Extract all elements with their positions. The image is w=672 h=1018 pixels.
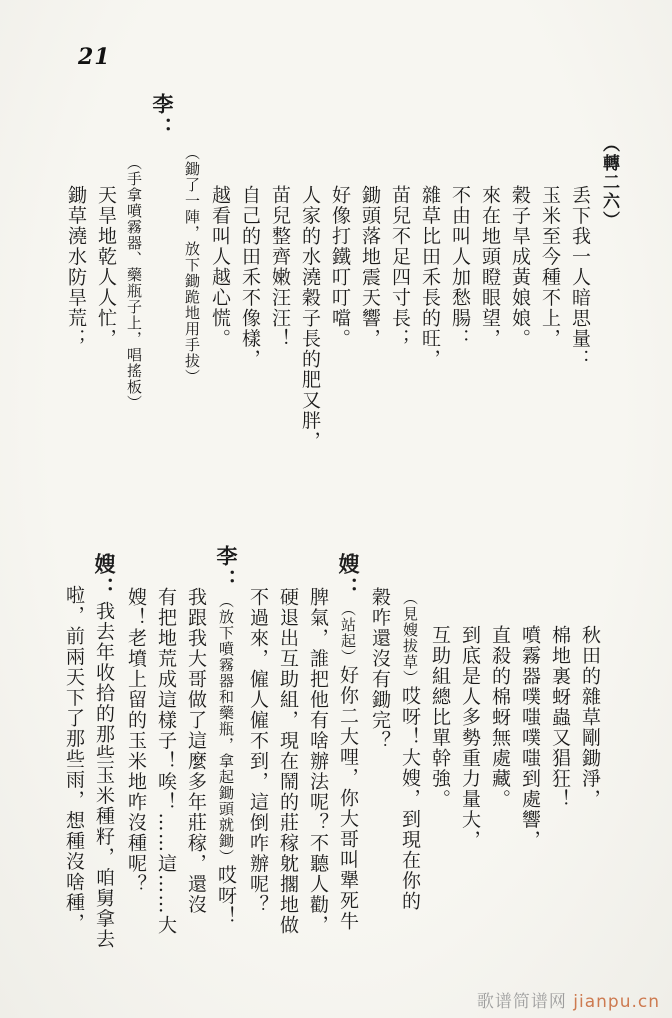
speaker-column-li (152, 90, 173, 540)
dialogue-column: 啦，前兩天下了那些雨，想種沒啥種， (63, 585, 85, 934)
speaker-label-sao: 嫂： (336, 553, 361, 601)
dialogue-text: 哎呀！大嫂，到現在你的 (399, 686, 421, 912)
lyric-column: 天旱地乾人人忙， (95, 185, 117, 349)
lyric-column: 玉米至今種不上， (539, 185, 561, 349)
lyric-column: 棉地裏蚜蟲又猖狂！ (549, 625, 571, 810)
lyric-column: 越看叫人越心慌。 (209, 185, 231, 349)
tune-marker: （轉二六） (599, 135, 619, 230)
stage-direction-column: （手拿噴霧器、藥瓶子上，唱搖板） (125, 155, 143, 411)
dialogue-text: 我去年收拾的那些玉米種籽，咱舅拿去 (93, 601, 115, 950)
stage-direction-column: （鋤了一陣，放下鋤跪地用手拔） (183, 145, 201, 385)
stage-direction-inline: （放下噴霧器和藥瓶，拿起鋤頭就鋤） (217, 593, 235, 865)
lyric-column: 苗兒不足四寸長； (389, 185, 411, 349)
dialogue-column: 有把地荒成這樣子！唉！……這……大 (155, 587, 177, 936)
lyric-column: 人家的水澆穀子長的肥又胖， (299, 185, 321, 452)
watermark-site-url: jianpu.cn (573, 992, 660, 1012)
lyric-column: 鋤草澆水防旱荒； (65, 185, 87, 349)
page-number: 21 (78, 44, 111, 70)
stage-direction-inline: （見嫂拔草） (401, 590, 419, 686)
lyric-column: 好像打鐵叮叮噹。 (329, 185, 351, 349)
dialogue-column: 嫂！老墳上留的玉米地咋沒種呢？ (125, 587, 147, 895)
lyric-column: 噴霧器噗嗤噗嗤到處響， (519, 625, 541, 851)
speaker-label-sao: 嫂： (92, 553, 117, 601)
lyric-column: 互助組總比單幹強。 (429, 625, 451, 810)
bottom-text-block (53, 545, 599, 1018)
dialogue-column (216, 545, 237, 1018)
lyric-column: 直殺的棉蚜無處藏。 (489, 625, 511, 810)
dialogue-text: 哎呀！ (215, 865, 237, 927)
dialogue-column: 脾氣，誰把他有啥辦法呢？不聽人勸， (307, 587, 329, 936)
speaker-label-li: 李： (150, 93, 175, 141)
dialogue-column: 不過來，僱人僱不到，這倒咋辦呢？ (247, 587, 269, 915)
dialogue-text: 好你二大哩，你大哥叫犟死牛 (337, 665, 359, 932)
lyric-column: 自己的田禾不像樣， (239, 185, 261, 370)
watermark-site-name: 歌谱简谱网 (476, 992, 567, 1012)
dialogue-column (94, 545, 115, 1018)
lyric-column: 不由叫人加愁腸： (449, 185, 471, 349)
lyric-column: 丢下我一人暗思量： (569, 185, 591, 370)
dialogue-column: 硬退出互助組，現在鬧的莊稼躭擱地做 (277, 587, 299, 936)
dialogue-column: 穀咋還沒有鋤完？ (369, 587, 391, 751)
dialogue-column (400, 545, 419, 1018)
lyric-column: 鋤頭落地震天響， (359, 185, 381, 349)
lyric-column: 苗兒整齊嫩汪汪！ (269, 185, 291, 349)
dialogue-column (338, 545, 359, 1018)
lyric-column: 來在地頭瞪眼望， (479, 185, 501, 349)
stage-direction-inline: （站起） (339, 601, 357, 665)
lyric-column: 雜草比田禾長的旺， (419, 185, 441, 370)
top-text-block (55, 90, 617, 540)
watermark (477, 987, 660, 1012)
lyric-column: 秋田的雜草剛鋤淨， (579, 625, 601, 810)
speaker-label-li: 李： (214, 545, 239, 593)
lyric-column: 到底是人多勢重力量大， (459, 625, 481, 851)
dialogue-column: 我跟我大哥做了這麼多年莊稼，還沒 (185, 587, 207, 915)
lyric-column: 穀子旱成黃娘娘。 (509, 185, 531, 349)
